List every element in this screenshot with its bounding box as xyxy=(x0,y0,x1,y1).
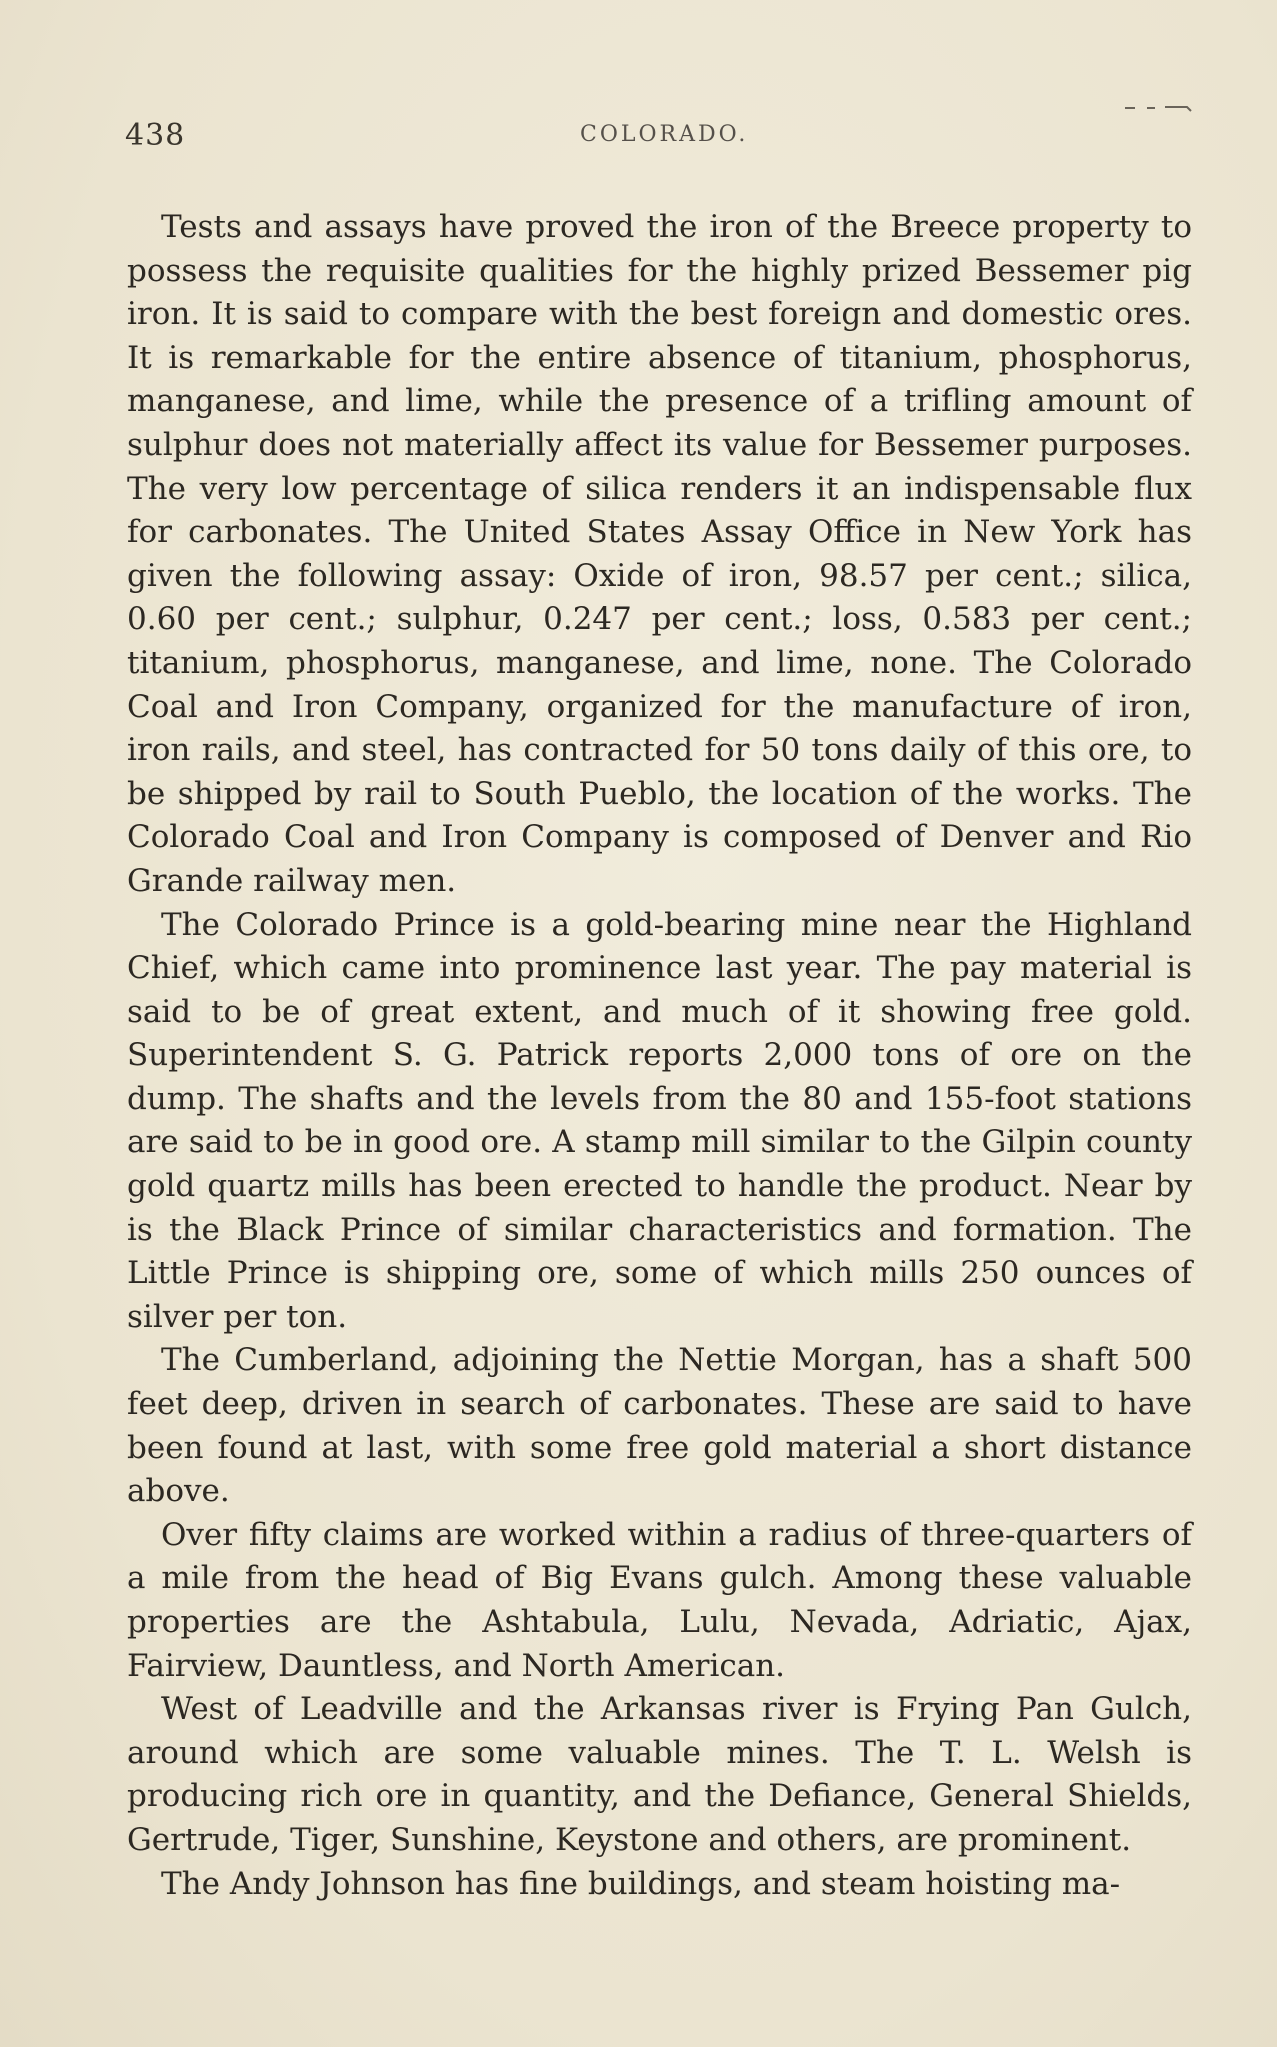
paragraph-breece-iron: Tests and assays have proved the iron of the Breece property to possess the requisite qualities for the highly prized Bessemer pig iron. It is said to compare with the best foreign and domestic ores. It is remarkable for the entire absence of titanium, phosphorus, manganese, and lime, while the presence of a trifling amount of sulphur does not materially affect its value for Bessemer purposes. The very low percentage of silica renders it an indispensable flux for carbonates. The United States Assay Office in New York has given the following assay: Oxide of iron, 98.57 per cent.; silica, 0.60 per cent.; sulphur, 0.247 per cent.; loss, 0.583 per cent.; titanium, phosphorus, manganese, and lime, none. The Colorado Coal and Iron Company, organized for the manufacture of iron, iron rails, and steel, has contracted for 50 tons daily of this ore, to be shipped by rail to South Pueblo, the location of the works. The Colorado Coal and Iron Company is composed of Denver and Rio Grande railway men. xyxy=(127,209,1192,899)
paragraph-big-evans-gulch: Over fifty claims are worked within a radius of three-quarters of a mile from the head of Big Evans gulch. Among these valuable properties are the Ashtabula, Lulu, Nevada, Adriatic, Ajax, Fairview, Dauntless, and North American. xyxy=(127,1516,1192,1684)
margin-mark-icon xyxy=(1125,100,1195,116)
paragraph-frying-pan-gulch: West of Leadville and the Arkansas river is Frying Pan Gulch, around which are some valuable mines. The T. L. Welsh is producing rich ore in quantity, and the Defiance, General Shields, Gertrude, Tiger, Sunshine, Keystone and others, are prominent. xyxy=(127,1691,1192,1858)
paragraph-colorado-prince: The Colorado Prince is a gold-bearing mine near the Highland Chief, which came into prominence last year. The pay material is said to be of great extent, and much of it showing free gold. Superintendent S. G. Patrick reports 2,000 tons of ore on the dump. The shafts and the levels from the 80 and 155-foot stations are said to be in good ore. A stamp mill similar to the Gilpin county gold quartz mills has been erected to handle the product. Near by is the Black Prince of similar characteristics and formation. The Little Prince is shipping ore, some of which mills 250 ounces of silver per ton. xyxy=(127,906,1192,1335)
page-header xyxy=(125,118,1195,158)
body-text xyxy=(127,206,1192,1906)
paragraph-andy-johnson: The Andy Johnson has fine buildings, and steam hoisting ma- xyxy=(161,1865,1121,1902)
page-number: 438 xyxy=(125,118,186,153)
paragraph-cumberland: The Cumberland, adjoining the Nettie Morgan, has a shaft 500 feet deep, driven in search of carbonates. These are said to have been found at last, with some free gold material a short distance above. xyxy=(127,1342,1192,1510)
running-head: COLORADO. xyxy=(580,122,749,147)
